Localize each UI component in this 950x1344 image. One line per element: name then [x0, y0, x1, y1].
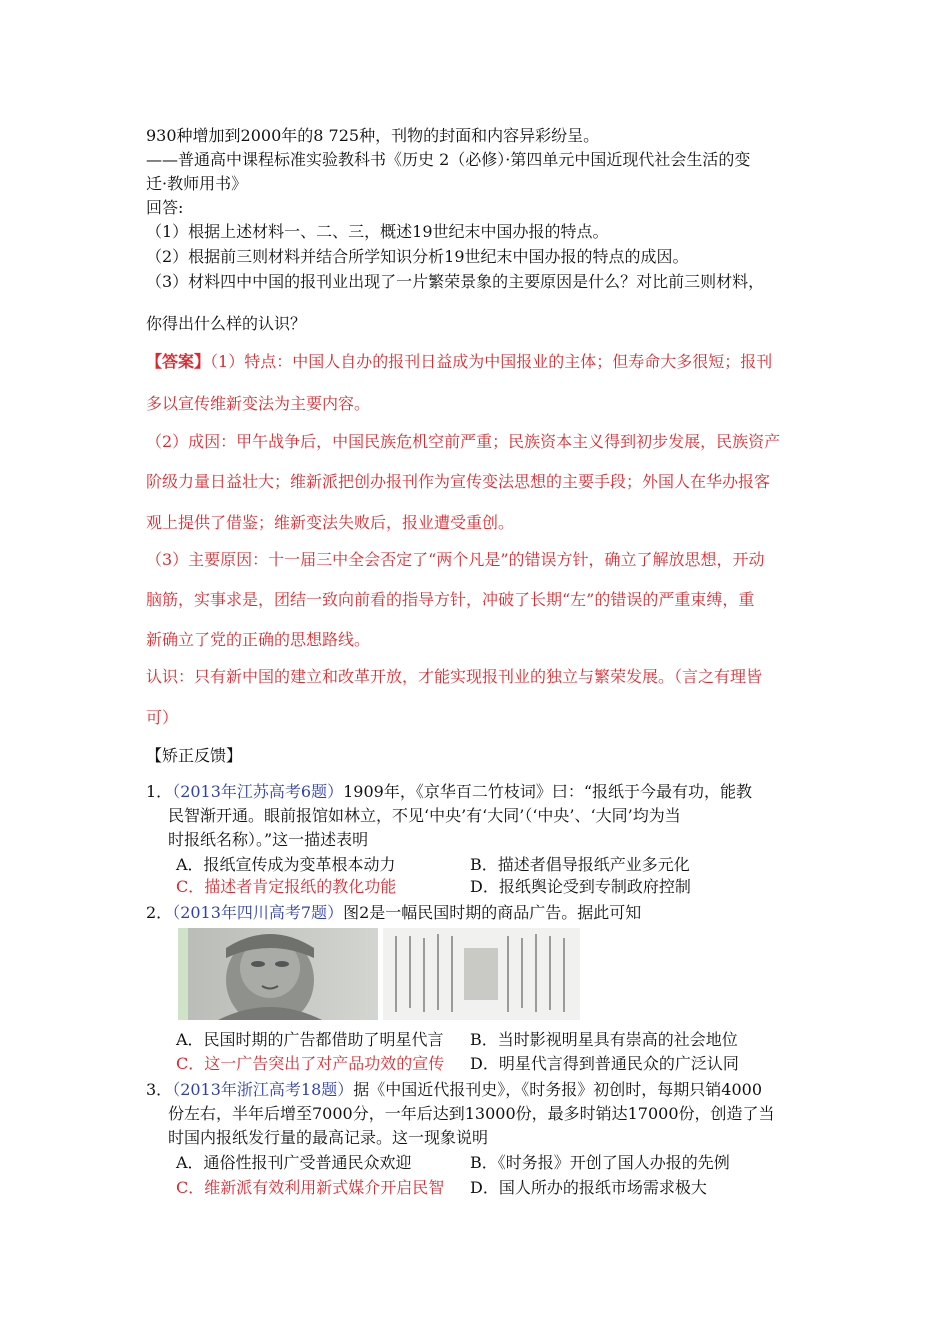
- q2-source: （2013年四川高考7题）: [172, 903, 344, 922]
- answer-3-line-3: 新确立了党的正确的思想路线。: [146, 630, 371, 649]
- q3-source: （2013年浙江高考18题）: [172, 1080, 354, 1099]
- q1-option-b: B．描述者倡导报纸产业多元化: [470, 855, 690, 874]
- recognition-line-1: 认识：只有新中国的建立和改革开放，才能实现报刊业的独立与繁荣发展。（言之有理皆: [146, 667, 763, 686]
- answer-3-line-1: （3）主要原因：十一届三中全会否定了“两个凡是”的错误方针，确立了解放思想，开动: [146, 550, 765, 569]
- answer-2-line-2: 阶级力量日益壮大；维新派把创办报刊作为宣传变法思想的主要手段；外国人在华办报客: [146, 472, 771, 491]
- recognition-line-2: 可）: [146, 708, 179, 727]
- feedback-q2-line-1: [146, 903, 641, 923]
- q2-option-a: A．民国时期的广告都借助了明星代言: [176, 1030, 444, 1049]
- q3-option-d: D．国人所办的报纸市场需求极大: [470, 1178, 707, 1197]
- q2-option-d: D．明星代言得到普通民众的广泛认同: [470, 1054, 739, 1073]
- answer-1-line-2: 多以宣传维新变法为主要内容。: [146, 394, 371, 413]
- answer-1-line-1: （1）特点：中国人自办的报刊日益成为中国报业的主体；但寿命大多很短；报刊: [210, 352, 773, 371]
- q3-option-b: B．《时务报》开创了国人办报的先例: [470, 1153, 730, 1172]
- q1-stem-3: 时报纸名称）。”这一描述表明: [168, 830, 369, 849]
- material-line: 930种增加到2000年的8 725种，刊物的封面和内容异彩纷呈。: [146, 126, 600, 145]
- feedback-heading: 【矫正反馈】: [146, 746, 243, 765]
- q1-option-c: C．描述者肯定报纸的教化功能: [176, 877, 397, 896]
- answer-line: [146, 352, 772, 372]
- answer-tag: 【答案】: [146, 352, 211, 371]
- question-3: （3）材料四中中国的报刊业出现了一片繁荣景象的主要原因是什么？对比前三则材料，: [146, 272, 765, 291]
- feedback-q1-line-1: [146, 782, 752, 802]
- question-1: （1）根据上述材料一、二、三，概述19世纪末中国办报的特点。: [146, 222, 609, 241]
- advertisement-image: [178, 928, 580, 1020]
- feedback-q3-line-1: [146, 1080, 762, 1100]
- question-2: （2）根据前三则材料并结合所学知识分析19世纪末中国办报的特点的成因。: [146, 247, 689, 266]
- q1-stem-2: 民智渐开通。眼前报馆如林立，不见‘中央’有‘大同’（‘中央’、‘大同’均为当: [168, 806, 681, 825]
- q2-option-b: B．当时影视明星具有崇高的社会地位: [470, 1030, 738, 1049]
- material-source-line-2: 迁·教师用书》: [146, 174, 248, 193]
- question-3-continued: 你得出什么样的认识？: [146, 314, 307, 333]
- q3-option-c: C．维新派有效利用新式媒介开启民智: [176, 1178, 445, 1197]
- q1-stem-1: 1909年，《京华百二竹枝词》曰：“报纸于今最有功，能教: [343, 782, 752, 801]
- answer-3-line-2: 脑筋，实事求是，团结一致向前看的指导方针，冲破了长期“左”的错误的严重束缚，重: [146, 590, 755, 609]
- q2-number: 2．: [146, 903, 173, 922]
- answer-prompt: 回答:: [146, 198, 184, 217]
- q3-number: 3．: [146, 1080, 173, 1099]
- answer-2-line-3: 观上提供了借鉴；维新变法失败后，报业遭受重创。: [146, 513, 515, 532]
- q1-number: 1．: [146, 782, 173, 801]
- q2-stem-1: 图2是一幅民国时期的商品广告。据此可知: [343, 903, 642, 922]
- q3-stem-3: 时国内报纸发行量的最高记录。这一现象说明: [168, 1128, 489, 1147]
- q1-option-d: D．报纸舆论受到专制政府控制: [470, 877, 691, 896]
- material-source-line-1: ——普通高中课程标准实验教科书《历史 2（必修）·第四单元中国近现代社会生活的变: [146, 150, 751, 169]
- q3-option-a: A．通俗性报刊广受普通民众欢迎: [176, 1153, 412, 1172]
- q1-option-a: A．报纸宣传成为变革根本动力: [176, 855, 396, 874]
- answer-2-line-1: （2）成因：甲午战争后，中国民族危机空前严重；民族资本主义得到初步发展，民族资产: [146, 432, 781, 451]
- q3-stem-1: 据《中国近代报刊史》，《时务报》初创时，每期只销4000: [353, 1080, 763, 1099]
- q3-stem-2: 份左右，半年后增至7000分，一年后达到13000份，最多时销达17000份，创造了当: [168, 1104, 775, 1123]
- q2-option-c: C．这一广告突出了对产品功效的宣传: [176, 1054, 445, 1073]
- q1-source: （2013年江苏高考6题）: [172, 782, 344, 801]
